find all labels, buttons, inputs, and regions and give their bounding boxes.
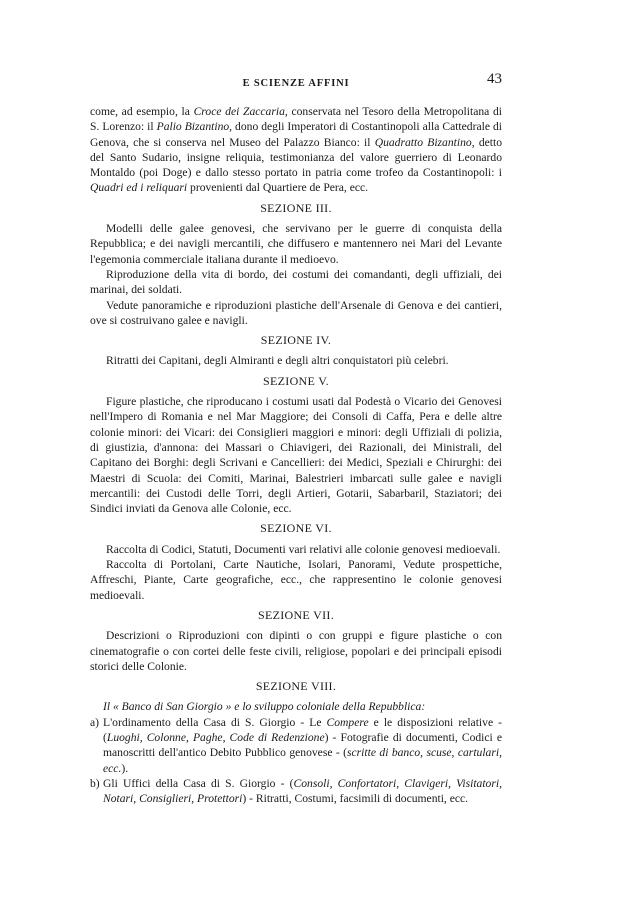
section-heading-viii: SEZIONE VIII. bbox=[255, 679, 337, 694]
s3-paragraph-2: Riproduzione della vita di bordo, dei costumi dei comandanti, degli uffiziali, dei marinai, dei soldati. bbox=[90, 267, 502, 297]
s3-paragraph-1: Modelli delle galee genovesi, che servivano per le guerre di conquista della Repubblica; e dei navigli mercantili, che diffusero e mantennero nei Mari del Levante l'egemonia commerciale italiana durante il medioevo. bbox=[90, 222, 502, 266]
s8-list-item-b: b) Gli Uffici della Casa di S. Giorgio - (Consoli, Confortatori, Clavigeri, Visitatori, Notari, Consiglieri, Protettori) - Ritratti, Costumi, facsimili di documenti, ecc. bbox=[90, 776, 502, 806]
s8-intro: Il « Banco di San Giorgio » e lo sviluppo coloniale della Repubblica: bbox=[103, 700, 426, 714]
section-heading-v: SEZIONE V. bbox=[263, 373, 329, 388]
s8-list-item-a: a) L'ordinamento della Casa di S. Giorgio - Le Compere e le disposizioni relative - (Luoghi, Colonne, Paghe, Code di Redenzione) - Fotografie di documenti, Codici e manoscritti dell'antico Debito Pubblico genovese - (scritte di banco, scuse, cartulari, ecc.). bbox=[90, 715, 502, 775]
running-title: E SCIENZE AFFINI bbox=[242, 78, 350, 89]
page-number: 43 bbox=[487, 71, 502, 87]
section-heading-iii: SEZIONE III. bbox=[260, 200, 332, 215]
intro-paragraph: come, ad esempio, la Croce dei Zaccaria, conservata nel Tesoro della Metropolitana di S. Lorenzo: il Palio Bizantino, dono degli Imperatori di Costantinopoli alla Cattedrale di Genova, che si conserva nel Museo del Palazzo Bianco: il Quadratto Bizantino, detto del Santo Sudario, insigne reliquia, testimonianza del valore guerriero di Leonardo Montaldo (poi Doge) e dallo stesso portato in patria come trofeo da Costantinopoli: i Quadri ed i reliquari provenienti dal Quartiere de Pera, ecc. bbox=[90, 105, 502, 195]
book-page bbox=[90, 70, 502, 806]
section-heading-iv: SEZIONE IV. bbox=[260, 333, 332, 348]
s5-paragraph-1: Figure plastiche, che riproducano i costumi usati dal Podestà o Vicario dei Genovesi nell'Impero di Romania e nel Mar Maggiore; dei Consoli di Caffa, Pera e delle altre colonie minori: dei Vicari: dei Consiglieri maggiori e minori: degli Uffiziali di polizia, di giustizia, d'annona: dei Massari o Chiavigeri, dei Razionali, dei Ministrali, del Capitano dei Borghi: degli Scrivani e Cancellieri: dei Medici, Speziali e Chirurghi: dei Maestri di Scuola: dei Comiti, Marinai, Balestrieri imbarcati sulle galee e navigli mercantili: dei Custodi delle Torri, degli Artieri, Gotarii, Sabarbaril, Staziatori; dei Sindici inviati da Genova alle Colonie, ecc. bbox=[90, 395, 502, 516]
section-heading-vii: SEZIONE VII. bbox=[257, 607, 335, 622]
s3-paragraph-3: Vedute panoramiche e riproduzioni plastiche dell'Arsenale di Genova e dei cantieri, ove si costruivano galee e navigli. bbox=[90, 298, 502, 327]
s4-paragraph-1: Ritratti dei Capitani, degli Almiranti e degli altri conquistatori più celebri. bbox=[106, 354, 449, 368]
running-head bbox=[90, 70, 502, 92]
s7-paragraph-1: Descrizioni o Riproduzioni con dipinti o con gruppi e figure plastiche o con cinematografie o con cortei delle feste civili, religiose, popolari e dei principali episodi storici delle Colonie. bbox=[90, 629, 502, 673]
list-marker: b) bbox=[90, 776, 100, 790]
s6-paragraph-1: Raccolta di Codici, Statuti, Documenti vari relativi alle colonie genovesi medioevali. bbox=[106, 542, 501, 556]
list-marker: a) bbox=[90, 715, 100, 729]
section-heading-vi: SEZIONE VI. bbox=[260, 521, 332, 536]
s6-paragraph-2: Raccolta di Portolani, Carte Nautiche, Isolari, Panorami, Vedute prospettiche, Affreschi, Piante, Carte geografiche, ecc., che rappresentino le colonie genovesi medioevali. bbox=[90, 558, 502, 602]
